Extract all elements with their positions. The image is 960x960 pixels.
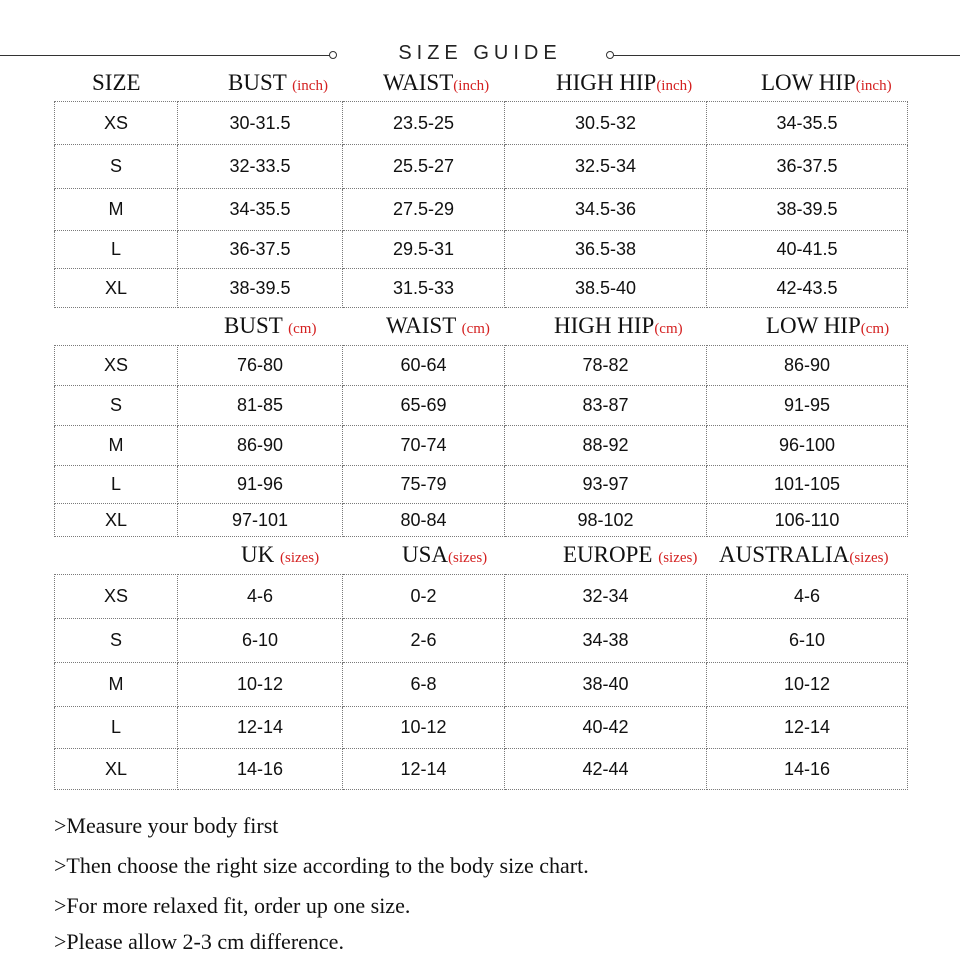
waist-cell: 23.5-25 [343,102,505,145]
waist-inch-header: WAIST(inch) [383,70,490,95]
table-row [55,102,908,145]
table-row [55,269,908,308]
table-row [55,145,908,189]
low-hip-inch-header: LOW HIP(inch) [761,70,892,95]
conversion-table-header [54,532,907,572]
low-hip-cell: 38-39.5 [707,189,908,231]
cm-size-table [54,345,908,537]
australia-cell: 12-14 [707,707,908,749]
low-hip-cell: 91-95 [707,386,908,426]
low-hip-cell: 96-100 [707,426,908,466]
usa-cell: 2-6 [343,619,505,663]
high-hip-cell: 32.5-34 [505,145,707,189]
note-choose-size: >Then choose the right size according to the body size chart. [54,853,589,878]
high-hip-cell: 30.5-32 [505,102,707,145]
uk-header: UK (sizes) [241,542,320,567]
size-cell: L [55,231,178,269]
cm-table-header [54,303,907,343]
australia-cell: 10-12 [707,663,908,707]
low-hip-cell: 40-41.5 [707,231,908,269]
table-row [55,466,908,504]
note-difference: >Please allow 2-3 cm difference. [54,929,344,954]
bust-cell: 97-101 [178,504,343,537]
waist-cell: 27.5-29 [343,189,505,231]
high-hip-inch-header: HIGH HIP(inch) [556,70,693,95]
low-hip-cell: 106-110 [707,504,908,537]
table-row [55,386,908,426]
waist-cell: 65-69 [343,386,505,426]
note-relaxed-fit: >For more relaxed fit, order up one size. [54,893,411,918]
size-cell: XS [55,102,178,145]
size-cell: XL [55,749,178,790]
inch-table-header [54,60,907,100]
uk-cell: 4-6 [178,575,343,619]
conversion-size-table [54,574,908,790]
table-row [55,663,908,707]
table-row [55,426,908,466]
europe-header: EUROPE (sizes) [563,542,698,567]
waist-cell: 60-64 [343,346,505,386]
size-column-header: SIZE [92,70,141,95]
bust-cell: 36-37.5 [178,231,343,269]
waist-cell: 29.5-31 [343,231,505,269]
title-rule-left [0,55,330,56]
page-title: SIZE GUIDE [398,42,562,64]
table-row [55,749,908,790]
usa-header: USA(sizes) [402,542,488,567]
australia-cell: 6-10 [707,619,908,663]
low-hip-cell: 101-105 [707,466,908,504]
low-hip-cm-header: LOW HIP(cm) [766,313,890,338]
low-hip-cell: 36-37.5 [707,145,908,189]
bust-cell: 81-85 [178,386,343,426]
size-cell: S [55,386,178,426]
size-cell: XS [55,575,178,619]
bust-cell: 86-90 [178,426,343,466]
table-row [55,707,908,749]
waist-cell: 25.5-27 [343,145,505,189]
high-hip-cm-header: HIGH HIP(cm) [554,313,683,338]
australia-cell: 14-16 [707,749,908,790]
high-hip-cell: 83-87 [505,386,707,426]
high-hip-cell: 34.5-36 [505,189,707,231]
size-cell: M [55,663,178,707]
bust-cm-header: BUST (cm) [224,313,317,338]
waist-cell: 31.5-33 [343,269,505,308]
bust-cell: 32-33.5 [178,145,343,189]
usa-cell: 6-8 [343,663,505,707]
high-hip-cell: 98-102 [505,504,707,537]
bust-cell: 76-80 [178,346,343,386]
europe-cell: 42-44 [505,749,707,790]
waist-cm-header: WAIST (cm) [386,313,490,338]
size-cell: S [55,145,178,189]
australia-header: AUSTRALIA(sizes) [719,542,889,567]
europe-cell: 34-38 [505,619,707,663]
low-hip-cell: 42-43.5 [707,269,908,308]
low-hip-cell: 34-35.5 [707,102,908,145]
size-cell: M [55,426,178,466]
waist-cell: 80-84 [343,504,505,537]
table-row [55,231,908,269]
high-hip-cell: 88-92 [505,426,707,466]
bust-cell: 38-39.5 [178,269,343,308]
note-measure-first: >Measure your body first [54,813,279,838]
australia-cell: 4-6 [707,575,908,619]
bust-cell: 91-96 [178,466,343,504]
title-rule-left-dot [329,51,337,59]
usa-cell: 12-14 [343,749,505,790]
table-row [55,189,908,231]
waist-cell: 75-79 [343,466,505,504]
high-hip-cell: 78-82 [505,346,707,386]
high-hip-cell: 38.5-40 [505,269,707,308]
high-hip-cell: 36.5-38 [505,231,707,269]
low-hip-cell: 86-90 [707,346,908,386]
bust-cell: 30-31.5 [178,102,343,145]
europe-cell: 38-40 [505,663,707,707]
title-rule-right [613,55,960,56]
size-cell: M [55,189,178,231]
size-cell: XL [55,504,178,537]
size-cell: L [55,707,178,749]
table-row [55,619,908,663]
uk-cell: 14-16 [178,749,343,790]
europe-cell: 40-42 [505,707,707,749]
uk-cell: 10-12 [178,663,343,707]
size-cell: S [55,619,178,663]
size-cell: L [55,466,178,504]
usa-cell: 0-2 [343,575,505,619]
size-cell: XS [55,346,178,386]
bust-cell: 34-35.5 [178,189,343,231]
inch-size-table [54,101,908,308]
uk-cell: 12-14 [178,707,343,749]
europe-cell: 32-34 [505,575,707,619]
table-row [55,575,908,619]
size-cell: XL [55,269,178,308]
uk-cell: 6-10 [178,619,343,663]
table-row [55,346,908,386]
high-hip-cell: 93-97 [505,466,707,504]
bust-inch-header: BUST (inch) [228,70,328,95]
usa-cell: 10-12 [343,707,505,749]
waist-cell: 70-74 [343,426,505,466]
